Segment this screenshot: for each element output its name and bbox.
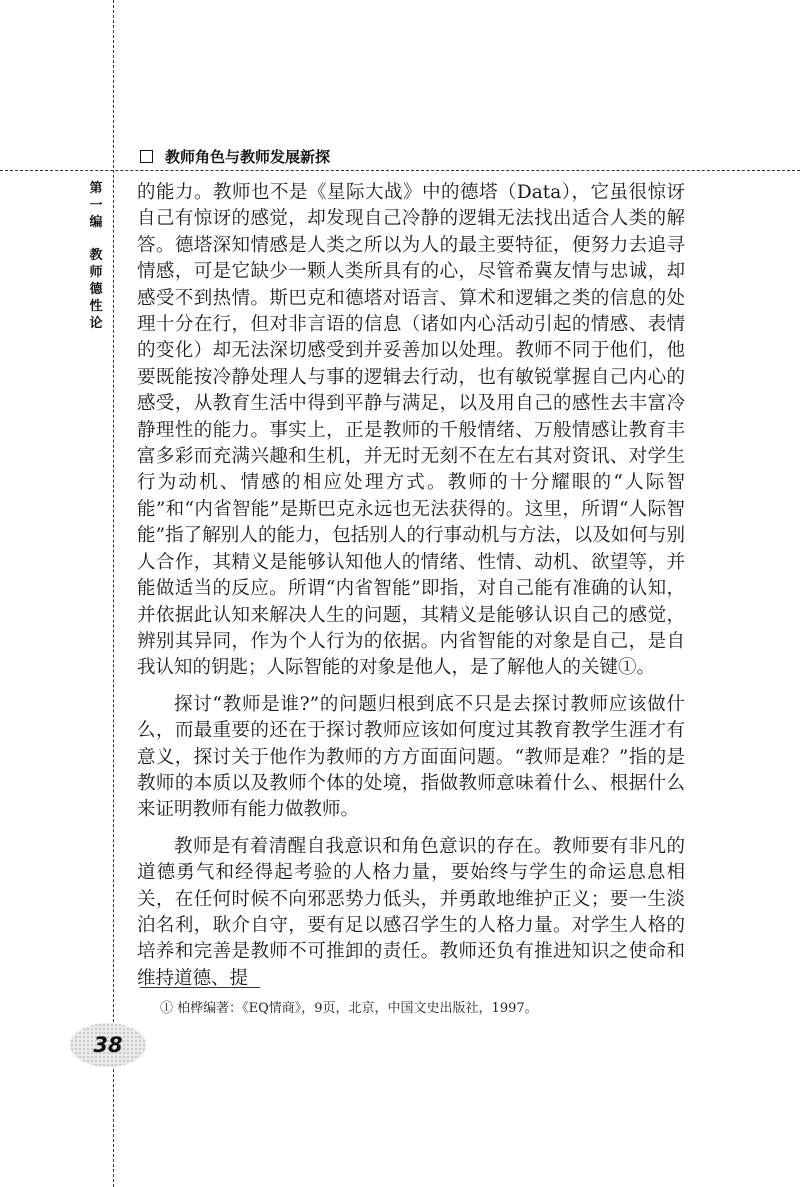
side-tab-title: 教师德性论 xyxy=(89,248,103,331)
body-text xyxy=(137,180,685,992)
page-number: 38 xyxy=(93,1033,123,1057)
horizontal-dashed-guide xyxy=(0,170,800,171)
page-number-badge xyxy=(70,1023,146,1067)
vertical-dashed-guide xyxy=(113,0,114,1187)
paragraph-2: 探讨“教师是谁?”的问题归根到底不只是去探讨教师应该做什么，而最重要的还在于探讨教师应该如何度过其教育教学生涯才有意义，探讨关于他作为教师的方方面面问题。“教师是难？”指的是教师的本质以及教师个体的处境，指做教师意味着什么、根据什么来证明教师有能力做教师。 xyxy=(137,693,685,821)
running-header-title: 教师角色与教师发展新探 xyxy=(165,147,331,166)
paragraph-3: 教师是有着清醒自我意识和角色意识的存在。教师要有非凡的道德勇气和经得起考验的人格力量，要始终与学生的命运息息相关，在任何时候不向邪恶势力低头，并勇敢地维护正义；要一生淡泊名利，耿介自守，要有足以感召学生的人格力量。对学生人格的培养和完善是教师不可推卸的责任。教师还负有推进知识之使命和维持道德、提 xyxy=(137,835,685,989)
footnote-divider xyxy=(140,987,260,988)
paragraph-1: 的能力。教师也不是《星际大战》中的德塔（Data），它虽很惊讶自己有惊讶的感觉，却发现自己冷静的逻辑无法找出适合人类的解答。德塔深知情感是人类之所以为人的最主要特征，便努力去追寻情感，可是它缺少一颗人类所具有的心，尽管希冀友情与忠诚，却感受不到热情。斯巴克和德塔对语言、算术和逻辑之类的信息的处理十分在行，但对非言语的信息（诸如内心活动引起的情感、表情的变化）却无法深切感受到并妥善加以处理。教师不同于他们，他要既能按冷静处理人与事的逻辑去行动，也有敏锐掌握自己内心的感受，从教育生活中得到平静与满足，以及用自己的感性去丰富冷静理性的能力。事实上，正是教师的千般情绪、万般情感让教育丰富多彩而充满兴趣和生机，并无时无刻不在左右其对资讯、对学生行为动机、情感的相应处理方式。教师的十分耀眼的“人际智能”和“内省智能”是斯巴克永远也无法获得的。这里，所谓“人际智能”指了解别人的能力，包括别人的行事动机与方法，以及如何与别人合作，其精义是能够认知他人的情绪、性情、动机、欲望等，并能做适当的反应。所谓“内省智能”即指，对自己能有准确的认知，并依据此认知来解决人生的问题，其精义是能够认识自己的感觉，辨别其异同，作为个人行为的依据。内省智能的对象是自己，是自我认知的钥匙；人际智能的对象是他人，是了解他人的关键①。 xyxy=(137,182,685,679)
side-tab-part: 第一编 xyxy=(89,181,103,230)
footnote: ① 柏桦编著：《EQ情商》，9页，北京，中国文史出版社，1997。 xyxy=(160,1001,538,1016)
running-header xyxy=(140,144,330,168)
square-box-icon xyxy=(140,150,153,163)
